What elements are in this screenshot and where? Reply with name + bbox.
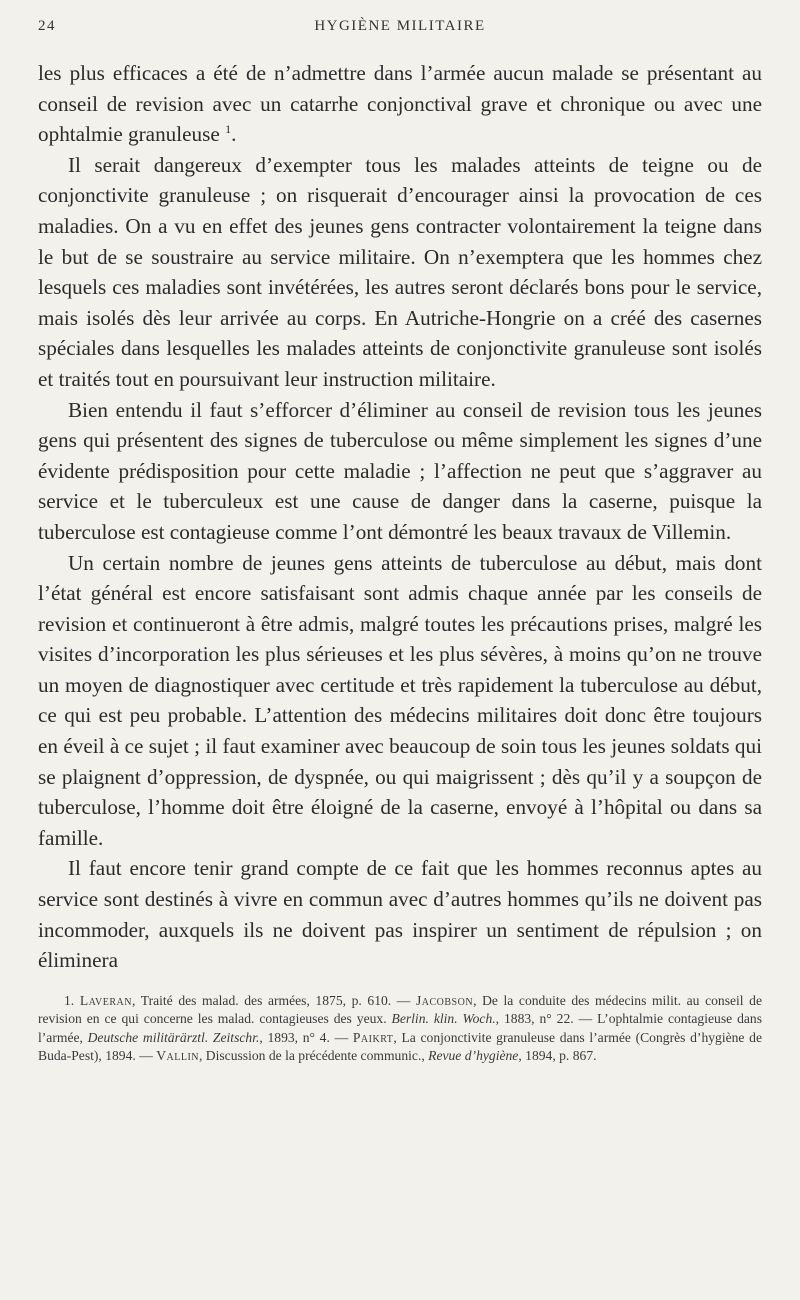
paragraph: Un certain nombre de jeunes gens atteints de tuberculose au début, mais dont l’état général est encore satisfaisant sont admis chaque année par les conseils de revision et continueront à être admis, malgré toutes les précautions prises, malgré les visites d’incorporation les plus sérieuses et les plus sévères, à moins qu’on ne trouve un moyen de diagnostiquer avec certitude et très rapidement la tuberculose au début, ce qui est peu probable. L’attention des médecins militaires doit donc être toujours en éveil à ce sujet ; il faut examiner avec beaucoup de soin tous les jeunes soldats qui se plaignent d’oppression, de dyspnée, ou qui maigrissent ; dès qu’il y a soupçon de tuberculose, l’homme doit être éloigné de la caserne, envoyé à l’hôpital ou dans sa famille.	[38, 550, 762, 850]
paragraph-text: les plus efficaces a été de n’admettre dans l’armée aucun malade se présentant au conseil de revision avec un catarrhe conjonctival grave et chronique ou avec une ophtalmie granuleuse	[38, 61, 762, 147]
footnotes	[38, 992, 762, 1066]
paragraph: Bien entendu il faut s’efforcer d’éliminer au conseil de revision tous les jeunes gens qui présentent des signes de tuberculose ou même simplement les signes d’une évidente prédisposition pour cette maladie ; l’affection ne peut que s’aggraver au service et le tuberculeux est une cause de danger dans la caserne, puisque la tuberculose est contagieuse comme l’ont démontré les beaux travaux de Villemin.	[38, 397, 762, 544]
running-title: HYGIÈNE MILITAIRE	[314, 18, 486, 34]
footnote-number: 1.	[64, 992, 75, 1008]
journal-title: Berlin. klin. Woch.	[391, 1011, 496, 1027]
footnote-text: , Discussion de la précédente communic.,	[199, 1048, 429, 1064]
author: Paikrt	[352, 1029, 394, 1045]
footnote-text: , Traité des malad. des armées, 1875, p. 610. —	[132, 992, 416, 1008]
paragraph: Il serait dangereux d’exempter tous les malades atteints de teigne ou de conjonctivite granuleuse ; on risquerait d’encourager ainsi la provocation de ces maladies. On a vu en effet des jeunes gens contracter volontairement la teigne dans le but de se soustraire au service militaire. On n’exemptera que les hommes chez lesquels ces maladies sont invétérées, les autres seront déclarés bons pour le service, mais isolés dès leur arrivée au corps. En Autriche-Hongrie on a créé des casernes spéciales dans lesquelles les malades atteints de conjonctivite granuleuse sont isolés et traités tout en poursuivant leur instruction militaire.	[38, 152, 762, 391]
footnote-text: , 1893, n° 4. —	[259, 1029, 353, 1045]
footnote-text: , 1883, n° 22. — L’ophtalmie contagieuse dans l’armée,	[38, 1011, 762, 1045]
paragraph	[38, 58, 762, 150]
footnote-text: , 1894, p. 867.	[518, 1048, 597, 1064]
journal-title: Revue d’hygiène	[428, 1048, 519, 1064]
journal-title: Deutsche militärärztl. Zeitschr.	[87, 1029, 260, 1045]
body-text	[38, 58, 762, 976]
footnote	[38, 992, 762, 1066]
footnote-text: , De la conduite des médecins milit. au conseil de revision en ce qui concerne les malad. contagieuses des yeux.	[38, 992, 762, 1027]
paragraph-text: .	[231, 122, 237, 147]
author: Vallin	[156, 1048, 199, 1064]
footnote-text: , La conjonctivite granuleuse dans l’armée (Congrès d’hygiène de Buda-Pest), 1894. —	[38, 1029, 762, 1064]
paragraph: Il faut encore tenir grand compte de ce fait que les hommes reconnus aptes au service sont destinés à vivre en commun avec d’autres hommes qu’ils ne doivent pas incommoder, auxquels ils ne doivent pas inspirer un sentiment de répulsion ; on éliminera	[38, 856, 762, 973]
author: Jacobson	[415, 992, 474, 1008]
footnote-reference[interactable]: 1	[225, 122, 232, 137]
book-page	[38, 14, 762, 1066]
author: Laveran	[79, 992, 132, 1008]
page-number: 24	[38, 18, 56, 34]
running-head	[38, 14, 762, 44]
